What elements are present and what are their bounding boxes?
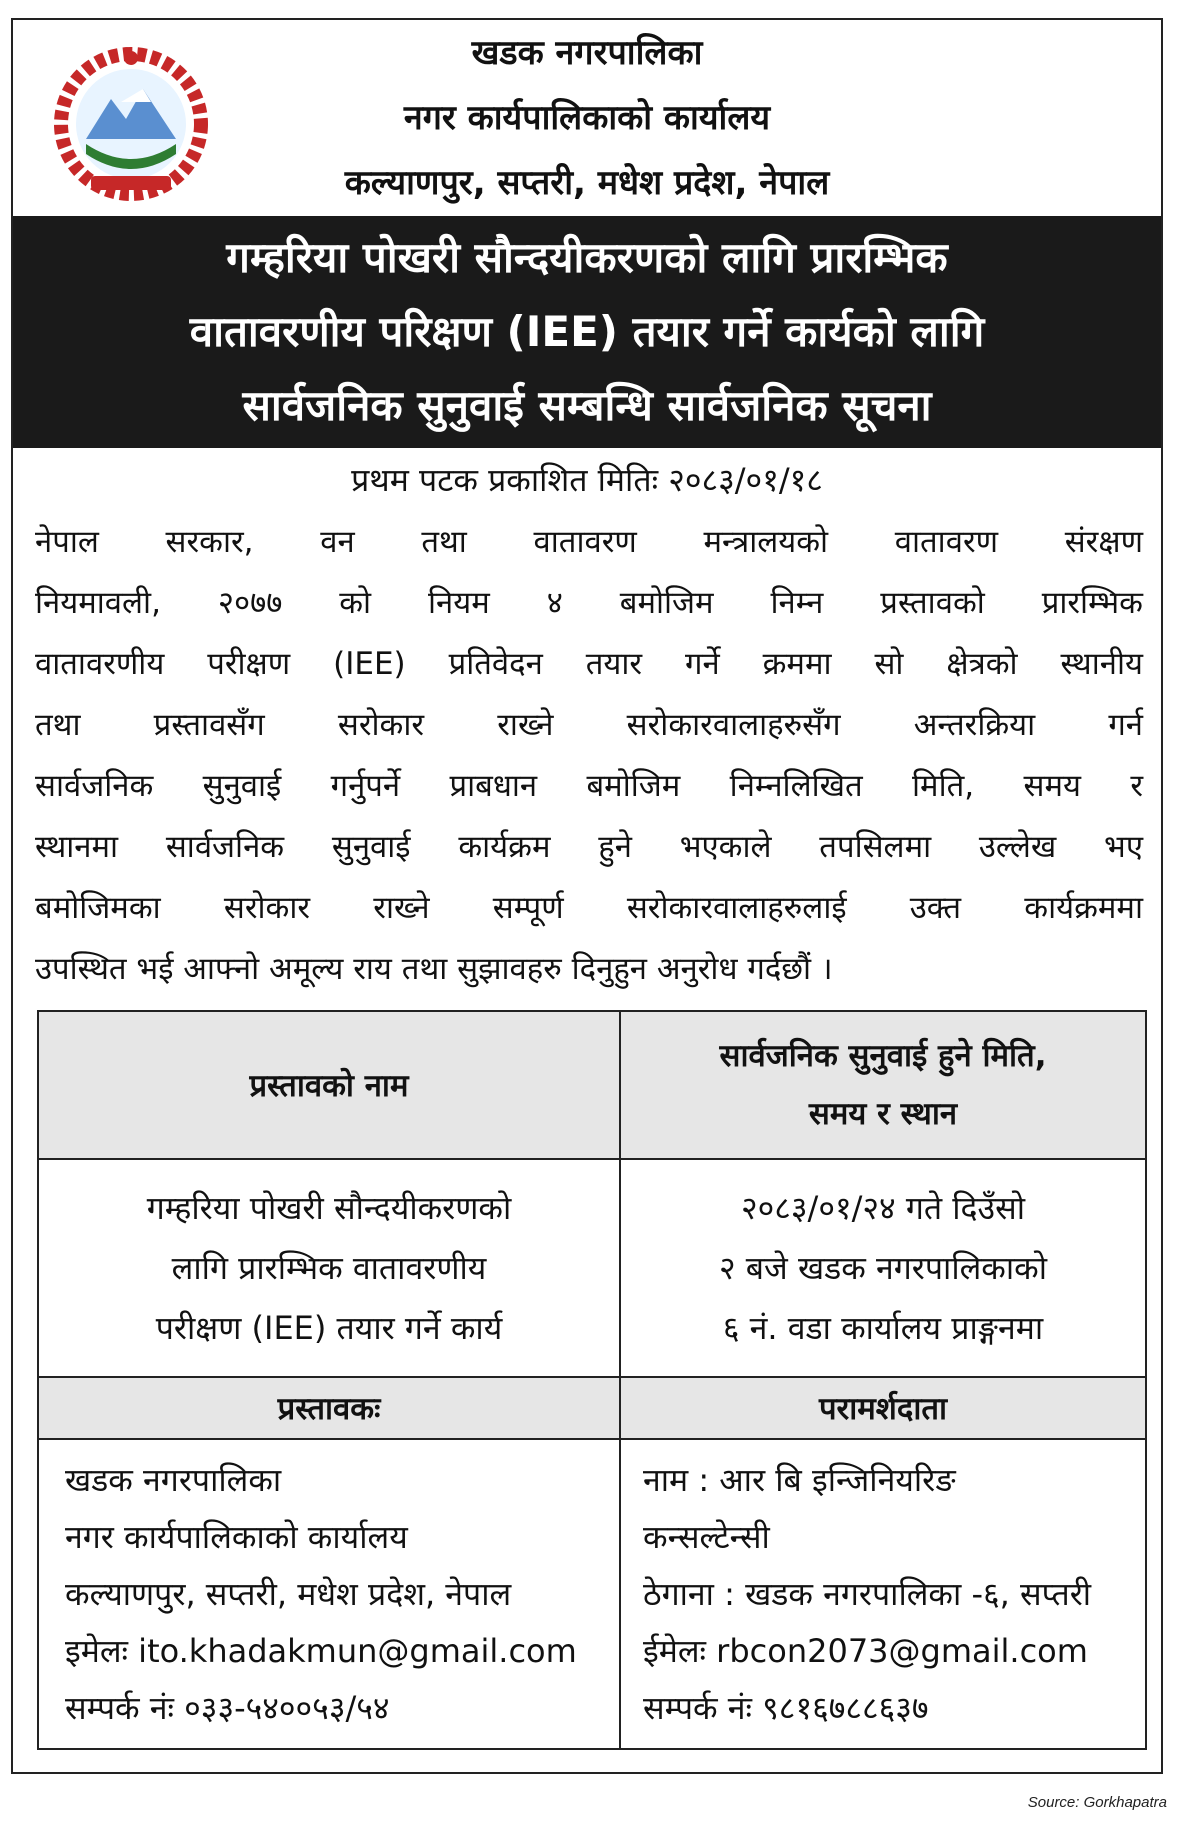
- title-line-3: सार्वजनिक सुनुवाई सम्बन्धि सार्वजनिक सूचना: [242, 381, 932, 430]
- municipality-name: खडक नगरपालिका: [471, 33, 703, 73]
- hearing-info-cell: [620, 1159, 1146, 1377]
- title-line-2: वातावरणीय परिक्षण (IEE) तयार गर्ने कार्यको लागि: [189, 307, 985, 356]
- proponent-details-cell: [38, 1439, 620, 1749]
- consultant-header: [620, 1377, 1146, 1439]
- proponent-header-label: प्रस्तावकः: [277, 1391, 381, 1427]
- col-header-hearing: [620, 1011, 1146, 1159]
- proponent-email: इमेलः ito.khadakmun@gmail.com: [65, 1631, 577, 1670]
- body-line: सार्वजनिक सुनुवाई गर्नुपर्ने प्राबधान बमोजिम निम्नलिखित मिति, समय र: [35, 768, 1143, 804]
- hearing-info-line: २०८३/०१/२४ गते दिउँसो: [740, 1189, 1026, 1227]
- proposal-name-line: गम्हरिया पोखरी सौन्दयीकरणको: [146, 1189, 512, 1227]
- office-address: कल्याणपुर, सप्तरी, मधेश प्रदेश, नेपाल: [344, 163, 830, 203]
- proponent-header: [38, 1377, 620, 1439]
- hearing-info-line: ६ नं. वडा कार्यालय प्राङ्गनमा: [722, 1309, 1044, 1347]
- proposal-name-line: लागि प्रारम्भिक वातावरणीय: [171, 1249, 487, 1287]
- body-line: बमोजिमका सरोकार राख्ने सम्पूर्ण सरोकारवालाहरुलाई उक्त कार्यक्रममा: [35, 890, 1143, 926]
- body-line: तथा प्रस्तावसँग सरोकार राख्ने सरोकारवालाहरुसँग अन्तरक्रिया गर्न: [35, 707, 1143, 743]
- proponent-phone: सम्पर्क नंः ०३३-५४००५३/५४: [65, 1688, 390, 1727]
- body-line: वातावरणीय परीक्षण (IEE) प्रतिवेदन तयार गर्ने क्रममा सो क्षेत्रको स्थानीय: [35, 646, 1143, 682]
- consultant-address: ठेगाना : खडक नगरपालिका -६, सप्तरी: [643, 1574, 1092, 1613]
- office-name: नगर कार्यपालिकाको कार्यालय: [403, 98, 771, 138]
- body-line: उपस्थित भई आफ्नो अमूल्य राय तथा सुझावहरु दिनुहुन अनुरोध गर्दछौं ।: [35, 951, 833, 987]
- col-header-proposal-label: प्रस्तावको नाम: [249, 1068, 409, 1104]
- notice-frame: [11, 18, 1163, 1774]
- proponent-office: नगर कार्यपालिकाको कार्यालय: [65, 1517, 408, 1556]
- hearing-header-line: समय र स्थान: [808, 1096, 958, 1132]
- consultant-details-cell: [620, 1439, 1146, 1749]
- notice-title-banner: [13, 216, 1161, 448]
- consultant-email: ईमेलः rbcon2073@gmail.com: [643, 1631, 1088, 1670]
- hearing-details-table: [37, 1010, 1147, 1750]
- consultant-name-cont: कन्सल्टेन्सी: [643, 1517, 770, 1556]
- proposal-name-cell: [38, 1159, 620, 1377]
- body-line: नियमावली, २०७७ को नियम ४ बमोजिम निम्न प्रस्तावको प्रारम्भिक: [35, 585, 1143, 621]
- publish-date: प्रथम पटक प्रकाशित मितिः २०८३/०१/१८: [351, 461, 823, 499]
- proposal-name-line: परीक्षण (IEE) तयार गर्ने कार्य: [155, 1309, 503, 1347]
- body-line: नेपाल सरकार, वन तथा वातावरण मन्त्रालयको वातावरण संरक्षण: [35, 524, 1143, 560]
- source-credit: Source: Gorkhapatra: [1027, 1794, 1167, 1811]
- title-line-1: गम्हरिया पोखरी सौन्दयीकरणको लागि प्रारम्भिक: [226, 233, 948, 282]
- hearing-info-line: २ बजे खडक नगरपालिकाको: [718, 1249, 1048, 1287]
- consultant-phone: सम्पर्क नंः ९८१६७८८६३७: [643, 1688, 929, 1727]
- body-line: स्थानमा सार्वजनिक सुनुवाई कार्यक्रम हुने भएकाले तपसिलमा उल्लेख भए: [35, 829, 1143, 865]
- proponent-address: कल्याणपुर, सप्तरी, मधेश प्रदेश, नेपाल: [65, 1574, 512, 1613]
- consultant-name: नाम : आर बि इन्जिनियरिङ: [643, 1460, 956, 1499]
- col-header-proposal-name: [38, 1011, 620, 1159]
- proponent-name: खडक नगरपालिका: [65, 1460, 282, 1499]
- consultant-header-label: परामर्शदाता: [818, 1391, 948, 1427]
- office-header: [13, 20, 1161, 216]
- hearing-header-line: सार्वजनिक सुनुवाई हुने मिति,: [719, 1038, 1047, 1074]
